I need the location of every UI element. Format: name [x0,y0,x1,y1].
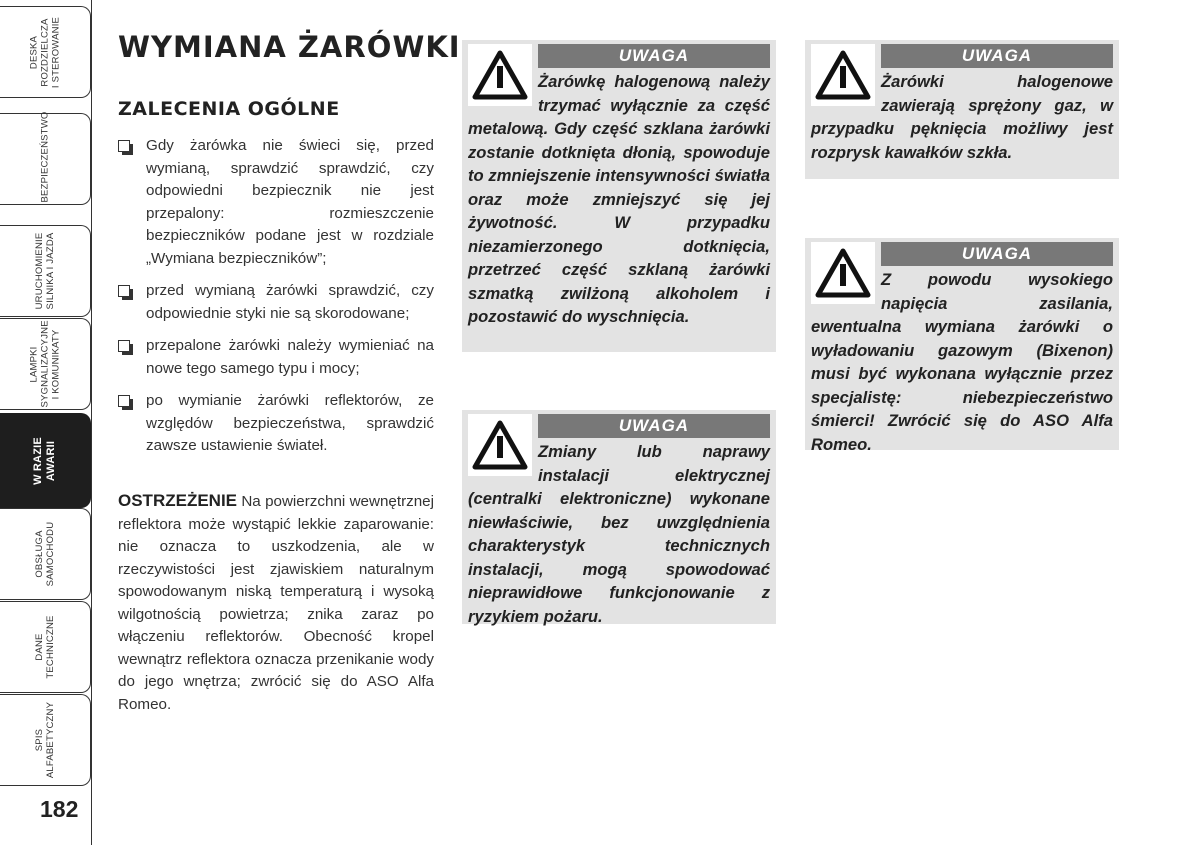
list-item [118,335,434,380]
list-item [118,280,434,325]
tab-label: LAMPKI SYGNALIZACYJNE I KOMUNIKATY [28,319,62,407]
tab-label: SPIS ALFABETYCZNY [34,701,56,779]
list-item-text: po wymianie żarówki reflektorów, ze względów bezpieczeństwa, sprawdzić zawsze ustawienie świateł. [146,392,434,454]
chapter-tabs [0,0,96,845]
tab-label: BEZPIECZEŃSTWO [39,111,51,202]
tab-spis[interactable] [0,694,91,786]
tab-spine [91,0,92,845]
warning-triangle-icon [468,414,532,476]
warning-paragraph [118,490,434,716]
caution-box-pressurized-gas [805,40,1119,179]
tab-deska-rozdzielcza[interactable] [0,6,91,98]
list-item-text: Gdy żarówka nie świeci się, przed wymianą, sprawdzić sprawdzić, czy odpowiedni bezpiecznik nie jest przepalony: rozmieszczenie bezpieczników podane jest w rozdziale „Wymiana bezpieczników”; [146,137,434,267]
page-number: 182 [40,796,79,822]
warning-triangle-icon [811,44,875,106]
checkbox-bullet-icon [118,395,130,407]
checkbox-bullet-icon [118,285,130,297]
tab-bezpieczenstwo[interactable] [0,113,91,205]
tab-lampki[interactable] [0,318,91,410]
tab-w-razie-awarii[interactable] [0,413,91,508]
list-item [118,390,434,458]
section-title: ZALECENIA OGÓLNE [118,98,340,120]
tab-uruchomienie[interactable] [0,225,91,317]
caution-heading: UWAGA [538,414,770,438]
caution-heading: UWAGA [881,44,1113,68]
checkbox-bullet-icon [118,340,130,352]
list-item [118,135,434,270]
checkbox-bullet-icon [118,140,130,152]
caution-box-bixenon [805,238,1119,454]
tab-label: W RAZIE AWARII [32,436,57,485]
caution-text: Zmiany lub naprawy instalacji elektrycznej (centralki elektroniczne) wykonane niewłaściwie, bez uwzględnienia charakterystyk technicznych instalacji, mogą spowodować nieprawidłowe funkcjonowanie z ryzykiem pożaru. [468,442,770,626]
warning-lead: OSTRZEŻENIE [118,491,238,510]
list-item-text: przepalone żarówki należy wymieniać na nowe tego samego typu i mocy; [146,337,434,377]
caution-box-halogen-handling [462,40,776,352]
page-title: WYMIANA ŻARÓWKI [118,30,461,64]
tab-label: URUCHOMIENIE SILNIKA I JAZDA [34,232,56,310]
tab-obsluga[interactable] [0,508,91,600]
recommendation-list [118,135,434,468]
caution-heading: UWAGA [881,242,1113,266]
caution-box-electrical [462,410,776,624]
caution-text: Żarówki halogenowe zawierają sprężony gaz, w przypadku pęknięcia możliwy jest rozprysk kawałków szkła. [811,72,1113,162]
tab-label: OBSŁUGA SAMOCHODU [34,521,56,587]
warning-triangle-icon [811,242,875,304]
caution-heading: UWAGA [538,44,770,68]
tab-dane-techniczne[interactable] [0,601,91,693]
caution-text: Z powodu wysokiego napięcia zasilania, ewentualna wymiana żarówki o wyładowaniu gazowym (Bixenon) musi być wykonana wyłącznie przez specjalistę: niebezpieczeństwo śmierci! Zwrócić się do ASO Alfa Romeo. [811,270,1113,454]
list-item-text: przed wymianą żarówki sprawdzić, czy odpowiednie styki nie są skorodowane; [146,282,434,322]
tab-label: DESKA ROZDZIELCZA I STEROWANIE [28,16,62,88]
caution-text: Żarówkę halogenową należy trzymać wyłącznie za część metalową. Gdy część szklana żarówki zostanie dotknięta dłonią, spowoduje to zmniejszenie intensywności światła oraz może zmniejszyć się jej żywotność. W przypadku niezamierzonego dotknięcia, przetrzeć część szklaną żarówki szmatką zwilżoną alkoholem i pozostawić do wyschnięcia. [468,72,770,326]
tab-label: DANE TECHNICZNE [34,615,56,679]
warning-text: Na powierzchni wewnętrznej reflektora może wystąpić lekkie zaparowanie: nie oznacza to uszkodzenia, ale w rzeczywistości jest zjawiskiem naturalnym spowodowanym niską temperaturą i wysoką wilgotnością powietrza; znika zaraz po włączeniu reflektorów. Obecność kropel wewnątrz reflektora oznacza przenikanie wody do jego wnętrza; zwrócić się do ASO Alfa Romeo. [118,493,434,713]
warning-triangle-icon [468,44,532,106]
